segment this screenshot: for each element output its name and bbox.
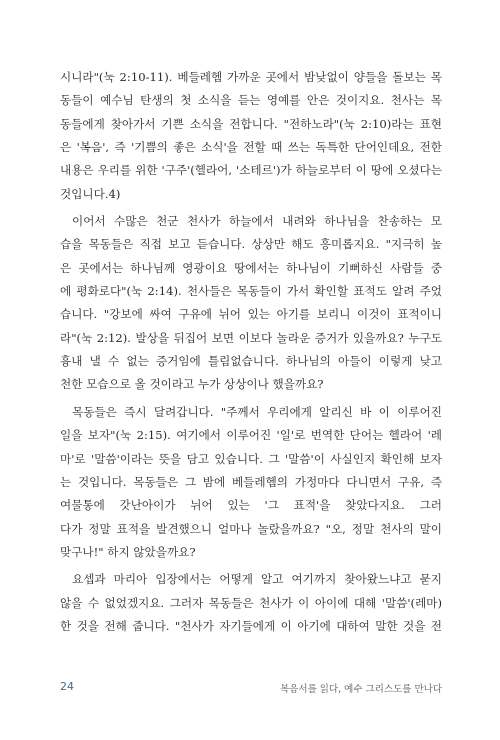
text-line: 내용은 우리를 위한 '구주'(헬라어, '소테르')가 하늘로부터 이 땅에 오셨다는 [60, 163, 442, 178]
text-line: 일을 보자"(눅 2:15). 여기에서 이루어진 '일'로 번역한 단어는 헬라어 '레 [60, 428, 442, 443]
text-line: 마'로 '말씀'이라는 뜻을 담고 있습니다. 그 '말씀'이 사실인지 확인해 보자 [60, 451, 442, 466]
text-line: 동들에게 찾아가서 기쁜 소식을 전합니다. "전하노라"(눅 2:10)라는 표현 [60, 116, 442, 131]
text-line: 한 것을 전해 줍니다. "천사가 자기들에게 이 아기에 대하여 말한 것을 전 [60, 618, 442, 633]
text-line: 맞구나!" 하지 않았을까요? [60, 544, 196, 559]
text-line: 은 '복음', 즉 '기쁨의 좋은 소식'을 전할 때 쓰는 독특한 단어인데요, 전한 [60, 140, 442, 155]
body-text [60, 66, 442, 638]
text-line: 요셉과 마리아 입장에서는 어떻게 알고 여기까지 찾아왔느냐고 묻지 [72, 572, 442, 587]
running-footer-title: 복음서를 읽다, 예수 그리스도를 만나다 [280, 684, 442, 695]
text-line: 은 곳에서는 하나님께 영광이요 땅에서는 하나님이 기뻐하신 사람들 중 [60, 260, 442, 275]
text-line: 천한 모습으로 올 것이라고 누가 상상이나 했을까요? [60, 377, 324, 392]
text-line: 목동들은 즉시 달려갑니다. "주께서 우리에게 알리신 바 이 이루어진 [72, 404, 442, 419]
text-line: 것입니다.4) [60, 186, 121, 201]
text-line: 흉내 낼 수 없는 증거임에 틀림없습니다. 하나님의 아들이 이렇게 낮고 [60, 354, 442, 369]
text-line: 다가 정말 표적을 발견했으니 얼마나 놀랐을까요? "오, 정말 천사의 말이 [60, 521, 442, 536]
text-line: 여물통에 갓난아이가 뉘어 있는 '그 표적'을 찾았다지요. 그러 [60, 498, 442, 513]
text-line: 습을 목동들은 직접 보고 듣습니다. 상상만 해도 흥미롭지요. "지극히 높 [60, 237, 442, 252]
text-line: 라"(눅 2:12). 발상을 뒤집어 보면 이보다 놀라운 증거가 있을까요? 누구도 [60, 330, 442, 345]
text-line: 시니라"(눅 2:10-11). 베들레헴 가까운 곳에서 밤낮없이 양들을 돌보는 목 [60, 70, 442, 84]
text-line: 습니다. "강보에 싸여 구유에 뉘어 있는 아기를 보리니 이것이 표적이니 [60, 307, 442, 322]
text-line: 않을 수 없었겠지요. 그러자 목동들은 천사가 이 아이에 대해 '말씀'(레마) [60, 595, 442, 610]
text-line: 동들이 예수님 탄생의 첫 소식을 듣는 영예를 안은 것이지요. 천사는 목 [60, 93, 442, 108]
text-line: 는 것입니다. 목동들은 그 밤에 베들레헴의 가정마다 다니면서 구유, 즉 [60, 474, 442, 489]
text-line: 이어서 수많은 천군 천사가 하늘에서 내려와 하나님을 찬송하는 모 [72, 214, 442, 229]
page-number: 24 [60, 680, 74, 693]
text-line: 에 평화로다"(눅 2:14). 천사들은 목동들이 가서 확인할 표적도 알려 주었 [60, 284, 442, 299]
